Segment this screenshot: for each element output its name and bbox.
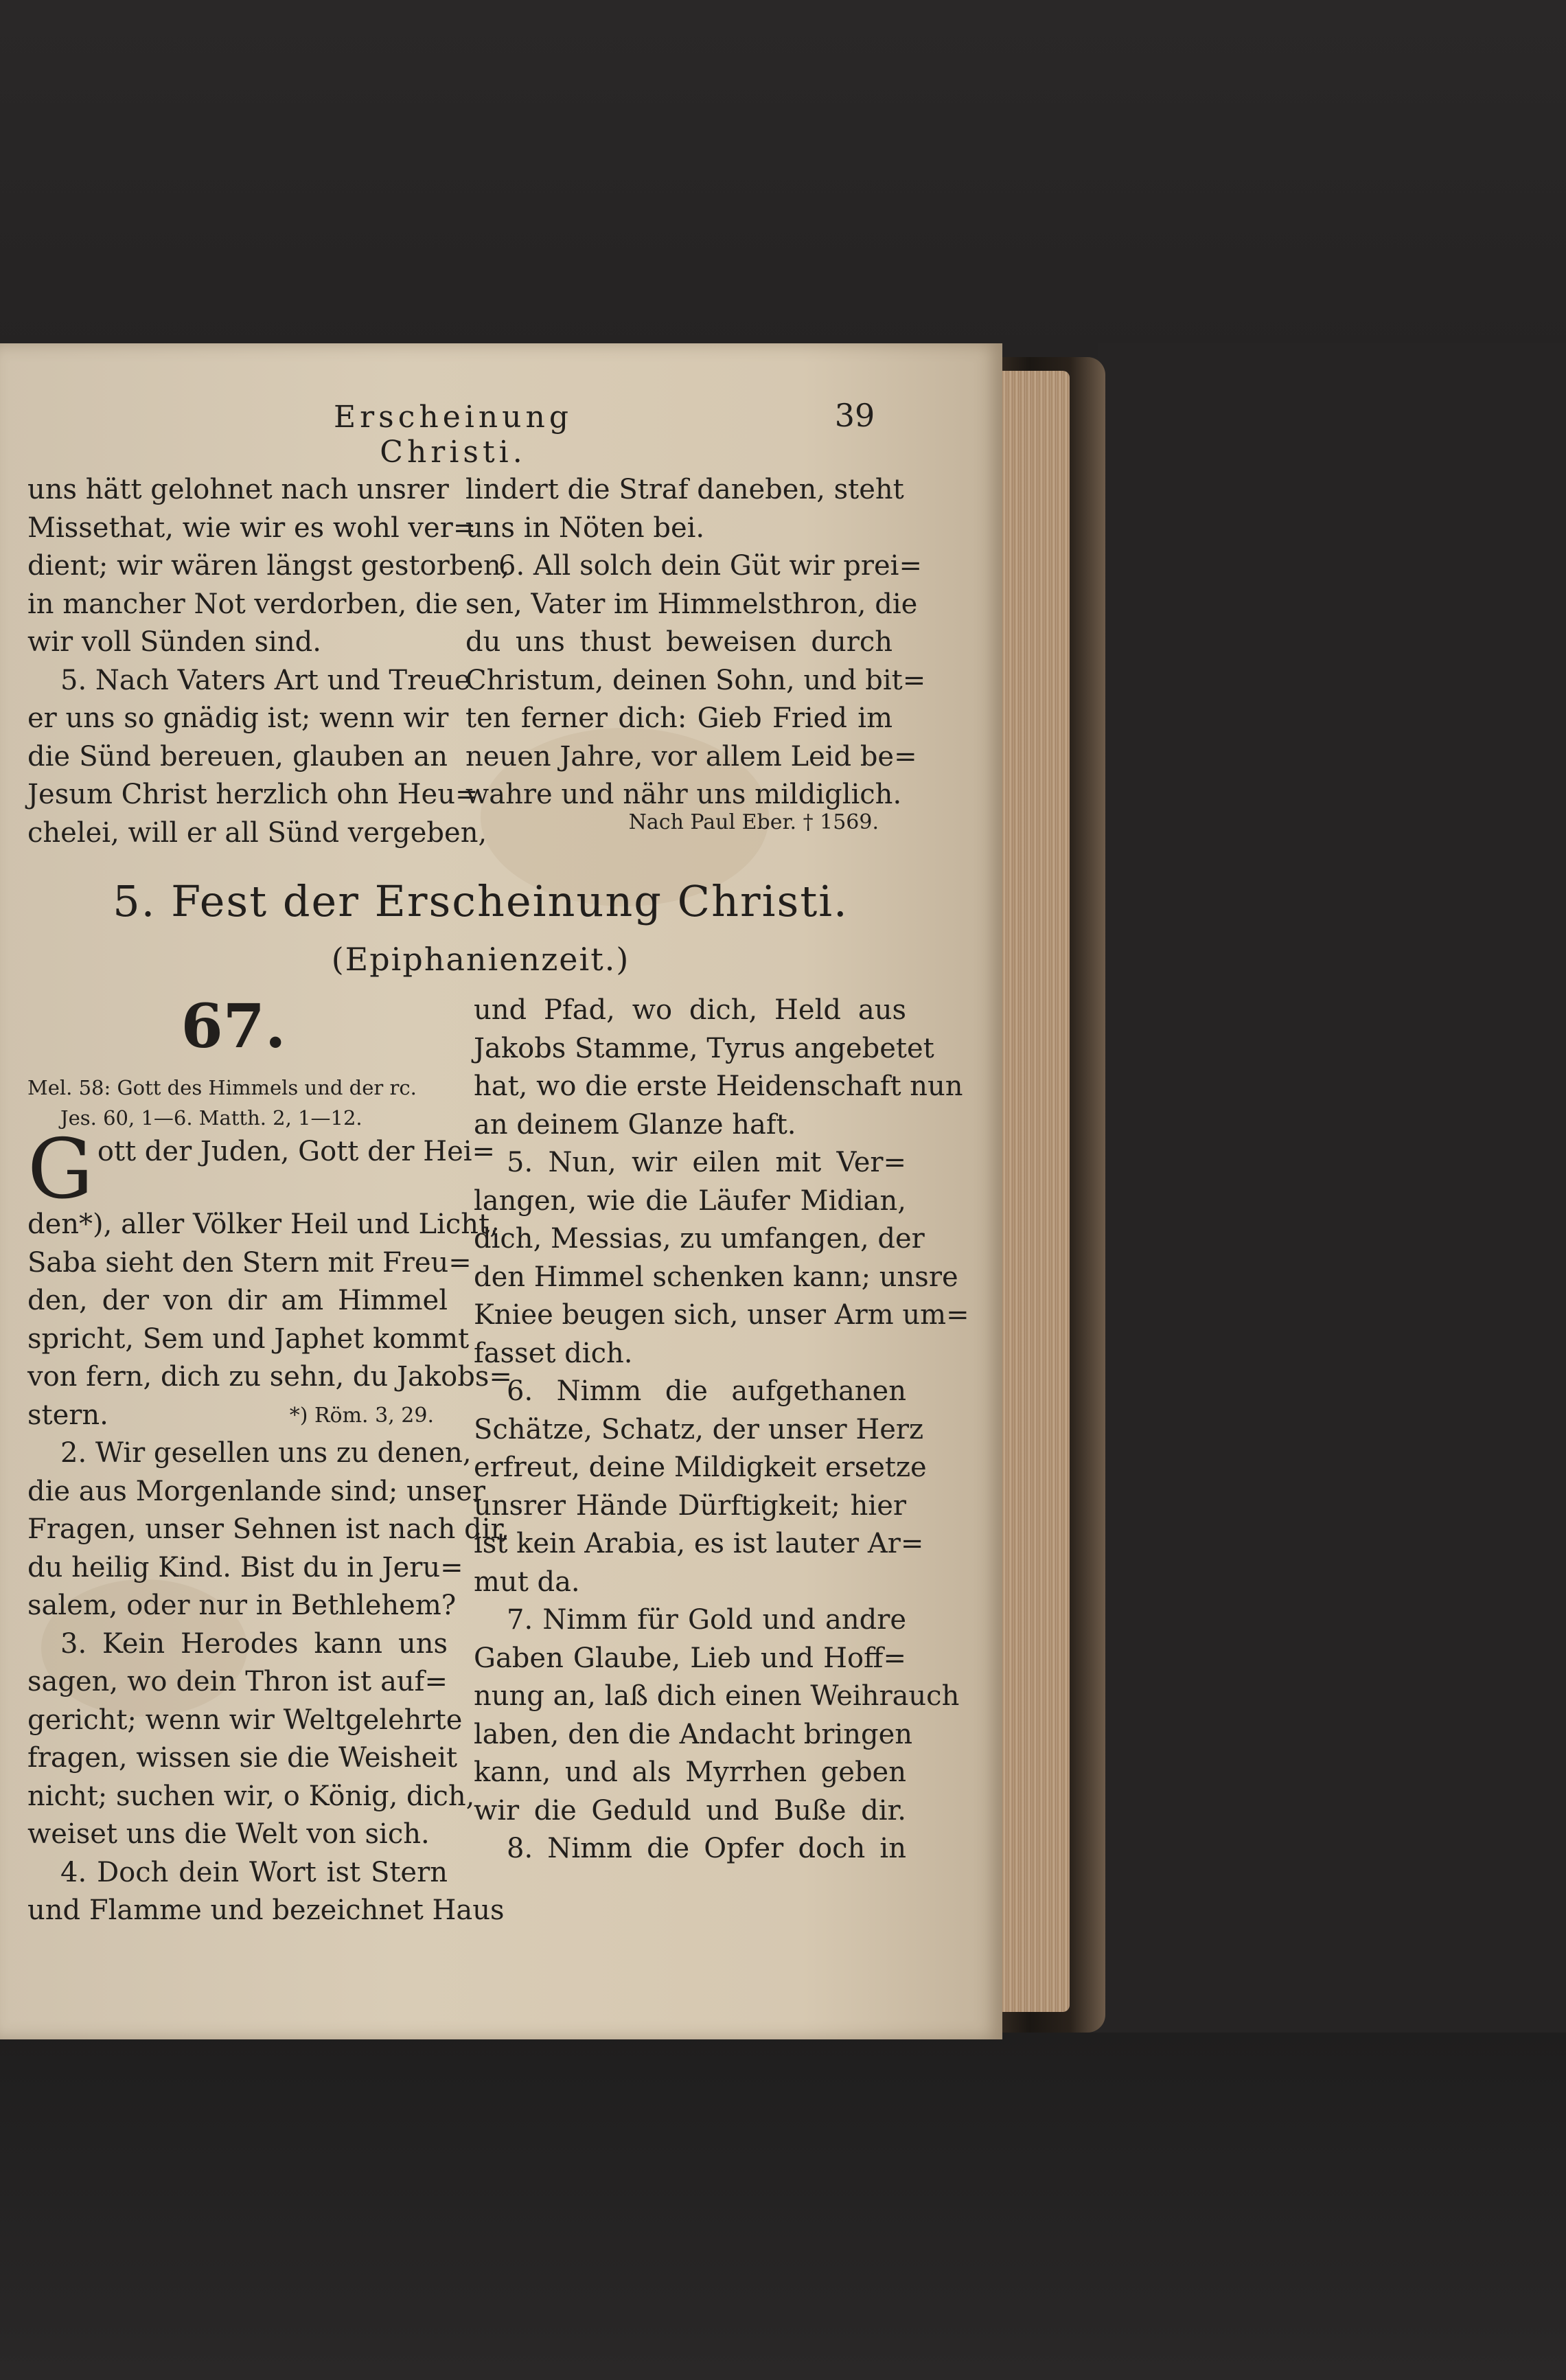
text-line: fragen, wissen sie die Weisheit <box>27 1742 458 1774</box>
text-line: uns hätt gelohnet nach unsrer <box>27 474 449 505</box>
text-line: ist kein Arabia, es ist lauter Ar= <box>474 1528 924 1559</box>
bottom-right-column <box>474 992 969 1868</box>
melody-line: Mel. 58: Gott des Himmels und der rc. <box>27 1076 417 1099</box>
text-line: Kniee beugen sich, unser Arm um= <box>474 1299 969 1331</box>
text-line: langen, wie die Läufer Midian, <box>474 1185 906 1217</box>
text-line: nicht; suchen wir, o König, dich, <box>27 1780 475 1812</box>
text-line: 3. Kein Herodes kann uns <box>60 1627 448 1660</box>
text-line <box>27 1397 448 1435</box>
text-line: und Pfad, wo dich, Held aus <box>474 994 906 1026</box>
text-line: du heilig Kind. Bist du in Jeru= <box>27 1551 463 1583</box>
text-line: 6. Nimm die aufgethanen <box>507 1375 906 1407</box>
dark-background-right <box>1098 343 1566 2046</box>
text-line: erfreut, deine Mildigkeit ersetze <box>474 1452 927 1483</box>
text-line: er uns so gnädig ist; wenn wir <box>27 702 449 734</box>
text-line: du uns thust beweisen durch <box>465 626 893 658</box>
scripture-reference: Jes. 60, 1—6. Matth. 2, 1—12. <box>60 1106 362 1130</box>
text-line: sagen, wo dein Thron ist auf= <box>27 1666 448 1697</box>
top-right-column <box>465 471 926 814</box>
text-line: weiset uns die Welt von sich. <box>27 1818 430 1850</box>
text-line: 5. Nach Vaters Art und Treue <box>60 664 471 696</box>
text-line: den, der von dir am Himmel <box>27 1285 448 1316</box>
text-line: uns in Nöten bei. <box>465 512 705 544</box>
text-line-end: stern. <box>27 1399 108 1431</box>
text-line: lindert die Straf daneben, steht <box>465 474 904 505</box>
text-line: ott der Juden, Gott der Hei= <box>97 1136 496 1167</box>
text-line: kann, und als Myrrhen geben <box>474 1757 906 1788</box>
text-line: mut da. <box>474 1566 580 1598</box>
text-line: 2. Wir gesellen uns zu denen, <box>60 1437 472 1469</box>
text-line: laben, den die Andacht bringen <box>474 1718 913 1750</box>
top-left-column <box>27 471 510 852</box>
text-line: fasset dich. <box>474 1337 633 1369</box>
text-line: ten ferner dich: Gieb Fried im <box>465 702 893 734</box>
text-line: Jesum Christ herzlich ohn Heu= <box>27 779 479 810</box>
text-line: wahre und nähr uns mildiglich. <box>465 779 902 810</box>
text-line: Schätze, Schatz, der unser Herz <box>474 1413 924 1445</box>
book-page <box>0 343 1002 2039</box>
author-credit: Nach Paul Eber. † 1569. <box>628 810 879 834</box>
text-line: den Himmel schenken kann; unsre <box>474 1261 958 1293</box>
text-line: Jakobs Stamme, Tyrus angebetet <box>474 1032 934 1064</box>
text-line: wir die Geduld und Buße dir. <box>474 1794 906 1827</box>
text-line: die aus Morgenlande sind; unser <box>27 1475 485 1507</box>
text-line: 8. Nimm die Opfer doch in <box>507 1833 906 1864</box>
text-line: hat, wo die erste Heidenschaft nun <box>474 1071 963 1102</box>
text-line: chelei, will er all Sünd vergeben, <box>27 816 487 849</box>
text-line: wir voll Sünden sind. <box>27 626 321 658</box>
dark-background-bottom <box>0 2033 1566 2380</box>
page-number: 39 <box>834 397 875 434</box>
text-line: 5. Nun, wir eilen mit Ver= <box>507 1147 906 1178</box>
hymn-number: 67. <box>181 990 286 1062</box>
bottom-left-column <box>27 1122 512 1930</box>
text-line: Missethat, wie wir es wohl ver= <box>27 512 476 544</box>
page-edges <box>994 371 1070 2012</box>
text-line: neuen Jahre, vor allem Leid be= <box>465 740 917 773</box>
footnote: *) Röm. 3, 29. <box>289 1403 434 1428</box>
section-title: 5. Fest der Erscheinung Christi. <box>113 876 849 926</box>
running-head: Erscheinung Christi. <box>333 400 573 470</box>
text-line: unsrer Hände Dürftigkeit; hier <box>474 1489 906 1522</box>
text-line: 6. All solch dein Güt wir prei= <box>498 550 922 582</box>
text-line: sen, Vater im Himmelsthron, die <box>465 588 918 620</box>
text-line: gericht; wenn wir Weltgelehrte <box>27 1704 463 1736</box>
section-subtitle: (Epiphanienzeit.) <box>331 941 630 978</box>
text-line: in mancher Not verdorben, die <box>27 588 459 620</box>
text-line: an deinem Glanze haft. <box>474 1108 796 1141</box>
text-line: Christum, deinen Sohn, und bit= <box>465 664 926 696</box>
text-line: salem, oder nur in Bethlehem? <box>27 1590 457 1621</box>
text-line: den*), aller Völker Heil und Licht, <box>27 1209 498 1240</box>
text-line: dich, Messias, zu umfangen, der <box>474 1223 925 1255</box>
text-line: 7. Nimm für Gold und andre <box>507 1604 906 1636</box>
text-line: die Sünd bereuen, glauben an <box>27 740 448 773</box>
text-line: und Flamme und bezeichnet Haus <box>27 1895 505 1926</box>
text-line: von fern, dich zu sehn, du Jakobs= <box>27 1361 512 1393</box>
text-line: Gaben Glaube, Lieb und Hoff= <box>474 1642 906 1674</box>
text-line: nung an, laß dich einen Weihrauch <box>474 1680 960 1712</box>
drop-cap: G <box>27 1122 93 1217</box>
text-line: 4. Doch dein Wort ist Stern <box>60 1856 448 1888</box>
text-line: Fragen, unser Sehnen ist nach dir, <box>27 1513 509 1545</box>
text-line: dient; wir wären längst gestorben, <box>27 550 510 582</box>
dark-background-top <box>0 0 1566 357</box>
text-line: Saba sieht den Stern mit Freu= <box>27 1246 472 1279</box>
text-line: spricht, Sem und Japhet kommt <box>27 1323 470 1355</box>
